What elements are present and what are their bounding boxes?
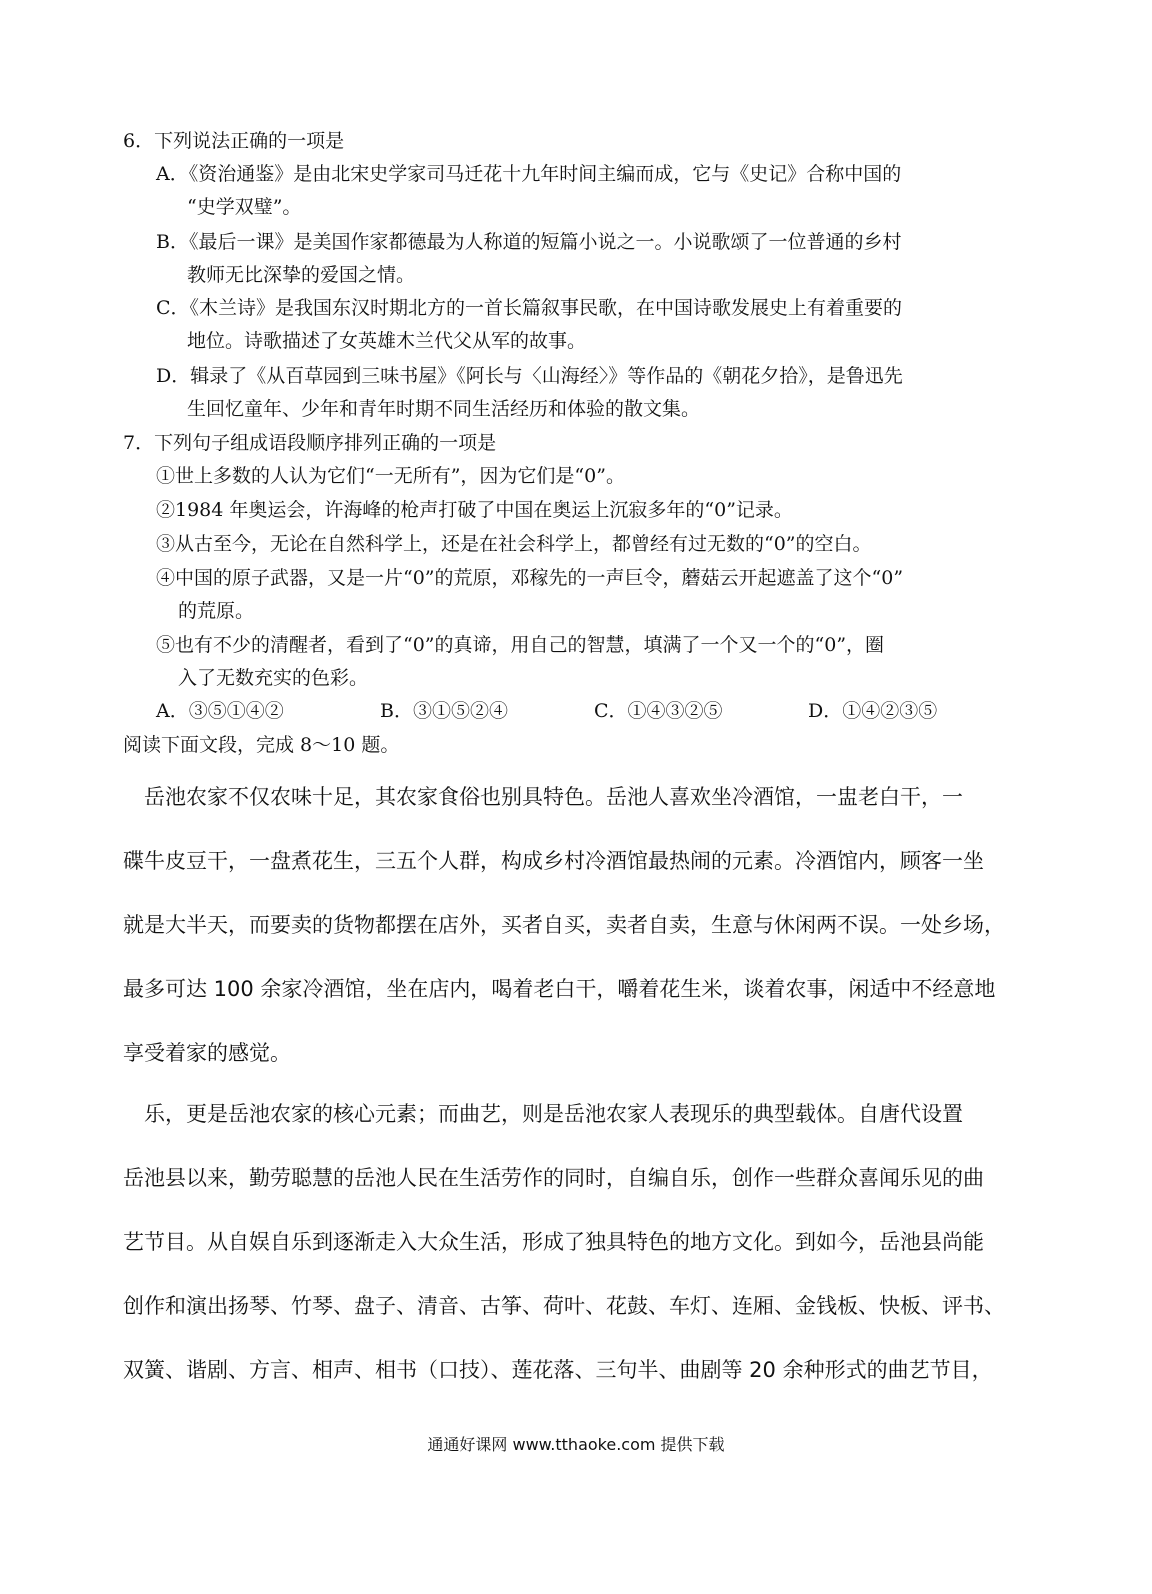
passage-paragraph-1: [123, 765, 1013, 1085]
passage-line: 享受着家的感觉。: [123, 1041, 291, 1065]
q6-option-d-line2: 生回忆童年、少年和青年时期不同生活经历和体验的散文集。: [187, 398, 701, 420]
q6-option-a-line2: “史学双璧”。: [187, 196, 302, 218]
q6-option-a-line1: A．《资治通鉴》是由北宋史学家司马迁花十九年时间主编而成，它与《史记》合称中国的: [156, 163, 902, 185]
q7-sentence-5-line2: 入了无数充实的色彩。: [178, 667, 369, 689]
passage-line: 乐，更是岳池农家的核心元素；而曲艺，则是岳池农家人表现乐的典型载体。自唐代设置: [123, 1102, 963, 1126]
passage-line: 碟牛皮豆干，一盘煮花生，三五个人群，构成乡村冷酒馆最热闹的元素。冷酒馆内，顾客一坐: [123, 849, 984, 873]
page-footer: 通通好课网 www.tthaoke.com 提供下载: [427, 1435, 725, 1454]
passage-line: 岳池县以来，勤劳聪慧的岳池人民在生活劳作的同时，自编自乐，创作一些群众喜闻乐见的曲: [123, 1166, 984, 1190]
passage-line: 就是大半天，而要卖的货物都摆在店外，买者自买，卖者自卖，生意与休闲两不误。一处乡场，: [123, 913, 1005, 937]
q7-sentence-1: ①世上多数的人认为它们“一无所有”，因为它们是“0”。: [156, 465, 625, 487]
passage-line: 双簧、谐剧、方言、相声、相书（口技）、莲花落、三句半、曲剧等 20 余种形式的曲艺节目，: [123, 1358, 993, 1382]
q6-option-d-line1: D．辑录了《从百草园到三味书屋》《阿长与〈山海经〉》等作品的《朝花夕拾》，是鲁迅先: [156, 365, 903, 387]
q7-sentence-5-line1: ⑤也有不少的清醒者，看到了“0”的真谛，用自己的智慧，填满了一个又一个的“0”，圈: [156, 634, 885, 656]
question-6-title: 6．下列说法正确的一项是: [123, 130, 345, 152]
q7-choice-c: C．①④③②⑤: [594, 700, 723, 722]
q7-sentence-4-line2: 的荒原。: [178, 600, 255, 622]
passage-line: 艺节目。从自娱自乐到逐渐走入大众生活，形成了独具特色的地方文化。到如今，岳池县尚能: [123, 1230, 984, 1254]
q6-option-b-line1: B．《最后一课》是美国作家都德最为人称道的短篇小说之一。小说歌颂了一位普通的乡村: [156, 231, 902, 253]
question-7-title: 7．下列句子组成语段顺序排列正确的一项是: [123, 432, 497, 454]
passage-line: 创作和演出扬琴、竹琴、盘子、清音、古筝、荷叶、花鼓、车灯、连厢、金钱板、快板、评书、: [123, 1294, 1005, 1318]
q6-option-c-line1: C．《木兰诗》是我国东汉时期北方的一首长篇叙事民歌，在中国诗歌发展史上有着重要的: [156, 297, 903, 319]
q7-sentence-4-line1: ④中国的原子武器，又是一片“0”的荒原，邓稼先的一声巨令，蘑菇云开起遮盖了这个“0”: [156, 567, 904, 589]
q6-option-c-line2: 地位。诗歌描述了女英雄木兰代父从军的故事。: [187, 330, 587, 352]
q7-choice-b: B．③①⑤②④: [380, 700, 508, 722]
q6-option-b-line2: 教师无比深挚的爱国之情。: [187, 264, 416, 286]
passage-paragraph-2: [123, 1082, 1013, 1402]
q7-choice-a: A．③⑤①④②: [156, 700, 284, 722]
passage-line: 最多可达 100 余家冷酒馆，坐在店内，喝着老白干，嚼着花生米，谈着农事，闲适中不经意地: [123, 977, 996, 1001]
q7-sentence-2: ②1984 年奥运会，许海峰的枪声打破了中国在奥运上沉寂多年的“0”记录。: [156, 499, 793, 521]
q7-choice-d: D．①④②③⑤: [808, 700, 938, 722]
passage-line: 岳池农家不仅农味十足，其农家食俗也别具特色。岳池人喜欢坐冷酒馆，一盅老白干，一: [123, 785, 963, 809]
q7-sentence-3: ③从古至今，无论在自然科学上，还是在社会科学上，都曾经有过无数的“0”的空白。: [156, 533, 872, 555]
reading-intro: 阅读下面文段，完成 8～10 题。: [123, 734, 400, 756]
